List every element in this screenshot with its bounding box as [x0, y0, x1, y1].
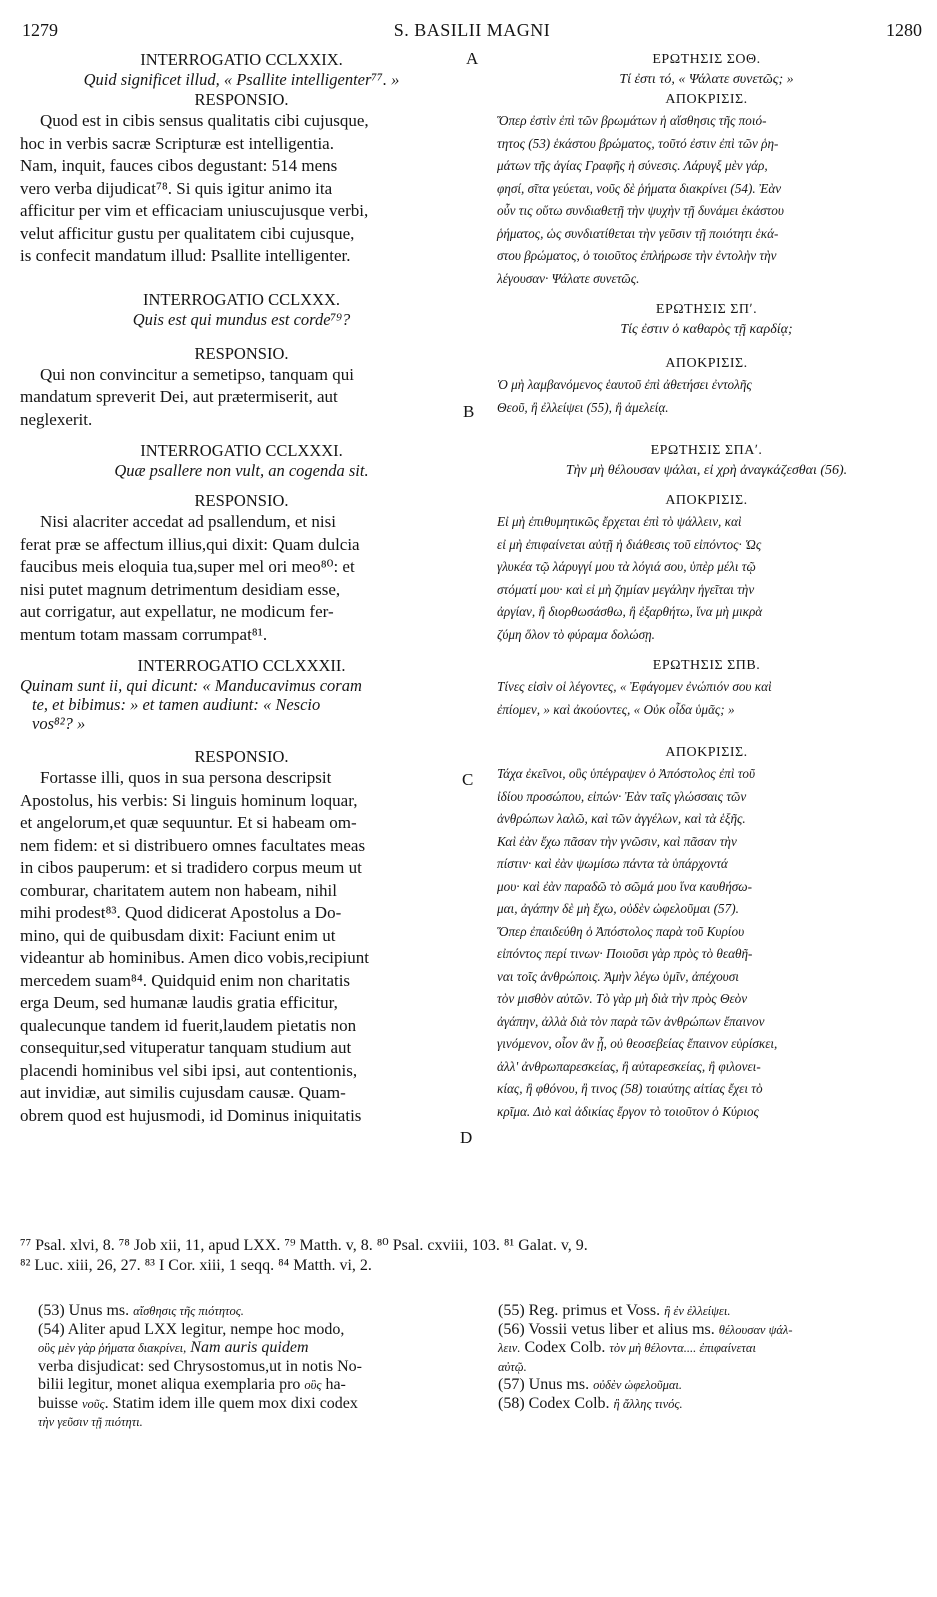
text-line: στου βρώματος, ὁ τοιοῦτος ἐπλήρωσε τὴν ἐντολὴν τὴν — [497, 248, 777, 263]
question-282-title — [20, 676, 463, 733]
footnote-greek: αὐτῷ. — [498, 1359, 527, 1374]
text-line: hoc in verbis sacræ Scripturæ est intelligentia. — [20, 133, 334, 153]
greek-column — [497, 50, 916, 1123]
reference-line: ⁸² Luc. xiii, 26, 27. ⁸³ I Cor. xiii, 1 seqq. ⁸⁴ Matth. vi, 2. — [20, 1257, 372, 1274]
text-line: μου· καὶ ἐὰν παραδῶ τὸ σῶμά μου ἵνα καυθήσω- — [497, 878, 752, 894]
latin-column — [20, 50, 463, 1127]
text-line: erga Deum, sed humanæ laudis gratia efficitur, — [20, 993, 338, 1012]
question-280-heading: INTERROGATIO CCLXXX. — [142, 289, 341, 309]
text-line: εἰπόντος περί τινων· Ποιοῦσι γὰρ πρὸς τὸ θεαθῆ- — [497, 946, 753, 961]
text-line: videantur ab hominibus. Amen dico vobis,recipiunt — [20, 948, 369, 967]
footnote-greek: τὸν μὴ θέλοντα.... ἐπιφαίνεται — [609, 1341, 756, 1355]
footnote-line — [38, 1395, 458, 1414]
text-line: γλυκέα τῷ λάρυγγί μου τὰ λόγιά σου, ὑπὲρ μέλι τῷ — [497, 559, 756, 574]
text-line: Fortasse illi, quos in sua persona descripsit — [40, 768, 332, 787]
text-line: τητος (53) ἑκάστου βρώματος, τοῦτό ἐστιν ἐπὶ τῶν ῥη- — [497, 135, 779, 151]
footnote-text: ha- — [321, 1376, 346, 1393]
text-line: nisi putet magnum detrimentum desidiam esse, — [20, 579, 341, 599]
question-279-title: Quid significet illud, « Psallite intelligenter⁷⁷. » — [83, 70, 400, 89]
footnote-text: (55) Reg. primus et Voss. — [498, 1302, 665, 1319]
footnote-text: Nam auris quidem — [186, 1339, 309, 1356]
text-line: velut afficitur gustu per qualitatem cibi cujusque, — [20, 223, 355, 243]
question-282-greek-text — [497, 763, 916, 1123]
text-line: ζύμη ὅλον τὸ φύραμα δολώσῃ. — [497, 626, 655, 642]
question-282-greek-heading: ΕΡΩΤΗΣΙΣ ΣΠΒ. — [652, 658, 761, 673]
question-280-greek-text — [497, 374, 916, 419]
text-line: Nam, inquit, fauces cibos degustant: 514 mens — [20, 156, 338, 175]
question-281-response-label: RESPONSIO. — [194, 491, 289, 510]
question-281-text — [20, 511, 463, 646]
footnote-greek: οὐδὲν ὠφελοῦμαι. — [593, 1378, 683, 1392]
margin-letter-b: B — [463, 402, 475, 421]
footnote-line — [498, 1321, 918, 1340]
running-title: S. BASILII MAGNI — [393, 20, 551, 40]
question-279-greek-heading: ΕΡΩΤΗΣΙΣ ΣΟΘ. — [652, 52, 761, 67]
left-page-number: 1279 — [22, 20, 58, 40]
text-line: vero verba dijudicat⁷⁸. Si quis igitur animo ita — [20, 178, 333, 198]
text-line: nem fidem: et si distribuero omnes facultates meas — [20, 835, 366, 855]
footnote-greek: νοῦς — [82, 1396, 105, 1411]
footnote-text: (58) Codex Colb. — [498, 1394, 614, 1412]
text-line: qualecunque tandem id fuerit,laudem pietatis non — [20, 1015, 357, 1035]
footnotes-right — [498, 1302, 918, 1413]
reference-line: ⁷⁷ Psal. xlvi, 8. ⁷⁸ Job xii, 11, apud LXX. ⁷⁹ Matth. v, 8. ⁸⁰ Psal. cxviii, 103. ⁸¹ Galat. v, 9. — [20, 1237, 588, 1254]
text-line: ἀνθρώπων λαλῶ, καὶ τῶν ἀγγέλων, καὶ τὰ ἑξῆς. — [497, 811, 746, 826]
footnotes-left — [38, 1302, 458, 1432]
question-279-greek-text — [497, 110, 916, 290]
text-line: κρῖμα. Διὸ καὶ ἀδικίας ἔργον τὸ τοιοῦτον ὁ Κύριος — [497, 1103, 759, 1119]
footnote-text: buisse — [38, 1394, 82, 1412]
question-280-greek-heading: ΕΡΩΤΗΣΙΣ ΣΠʹ. — [655, 302, 758, 317]
text-line: is confecit mandatum illud: Psallite intelligenter. — [20, 246, 351, 265]
text-line: κίας, ἢ φθόνου, ἢ τινος (58) τοιαύτης αἰτίας ἔχει τὸ — [497, 1081, 763, 1096]
question-279-greek-title: Τί ἐστι τό, « Ψάλατε συνετῶς; » — [619, 72, 794, 87]
text-line: μάτων τῆς ἁγίας Γραφῆς ἡ σύνεσις. Λάρυγξ μὲν γάρ, — [497, 158, 768, 173]
footnote-text: Codex Colb. — [520, 1339, 610, 1356]
footnote-greek: ἢ ἐν ἐλλείψει. — [664, 1304, 731, 1318]
text-line: ῥήματος, ὡς συνδιατίθεται τὴν γεῦσιν τῇ ποιότητι ἑκά- — [497, 225, 779, 241]
footnote-text: (54) Aliter apud LXX legitur, nempe hoc modo, — [38, 1320, 345, 1338]
question-282-greek-title — [497, 676, 916, 721]
footnote-line — [498, 1395, 918, 1414]
footnote-line — [498, 1302, 918, 1321]
text-line: ἰδίου προσώπου, εἰπών· Ἐὰν ταῖς γλώσσαις τῶν — [497, 788, 747, 804]
text-line: Qui non convincitur a semetipso, tanquam qui — [40, 364, 354, 384]
text-line: mandatum spreverit Dei, aut prætermiserit, aut — [20, 387, 338, 406]
text-line: aut corrigatur, aut expellatur, ne modicum fer- — [20, 602, 334, 621]
footnote-greek: λειν. — [498, 1341, 521, 1355]
question-282-heading: INTERROGATIO CCLXXXII. — [137, 656, 346, 675]
question-280-response-label: RESPONSIO. — [194, 343, 289, 363]
text-line: τὸν μισθὸν αὐτῶν. Τὸ γὰρ μὴ διὰ τὴν πρὸς Θεὸν — [497, 991, 748, 1006]
text-line: ἀγάπην, ἀλλὰ διὰ τὸν παρὰ τῶν ἀνθρώπων ἔπαινον — [497, 1013, 765, 1029]
text-line: Quinam sunt ii, qui dicunt: « Manducavimus coram — [20, 676, 362, 695]
question-280-title: Quis est qui mundus est corde⁷⁹? — [132, 309, 351, 329]
text-line: φησί, σῖτα γεύεται, νοῦς δὲ ῥήματα διακρίνει (54). Ἐὰν — [497, 180, 782, 196]
text-line: te, et bibimus: » et tamen audiunt: « Nescio — [32, 695, 321, 714]
question-280-greek-title: Τίς ἐστιν ὁ καθαρὸς τῇ καρδίᾳ; — [620, 322, 793, 337]
text-line: στόματί μου· καὶ εἰ μὴ ζημίαν μεγάλην ἡγεῖται τὴν — [497, 581, 755, 597]
text-line: mihi prodest⁸³. Quod didicerat Apostolus a Do- — [20, 903, 342, 922]
text-line: ἀργίαν, ἢ διορθωσάσθω, ἢ ἐξαρθήτω, ἵνα μὴ μικρὰ — [497, 604, 763, 619]
footnote-line — [498, 1339, 918, 1358]
question-282-response-label: RESPONSIO. — [194, 747, 289, 766]
text-line: Καὶ ἐὰν ἔχω πᾶσαν τὴν γνῶσιν, καὶ πᾶσαν τὴν — [497, 833, 737, 849]
text-line: Apostolus, his verbis: Si linguis hominum loquar, — [20, 790, 358, 810]
text-line: Τίνες εἰσὶν οἱ λέγοντες, « Ἐφάγομεν ἐνώπιόν σου καὶ — [497, 679, 772, 694]
footnote-line — [498, 1358, 918, 1377]
text-line: Quod est in cibis sensus qualitatis cibi cujusque, — [40, 111, 369, 130]
text-line: Ὁ μὴ λαμβανόμενος ἑαυτοῦ ἐπὶ ἀθετήσει ἐντολῆς — [497, 377, 752, 392]
running-header — [22, 20, 922, 44]
question-282-greek-response-label: ΑΠΟΚΡΙΣΙΣ. — [665, 745, 748, 760]
question-281-greek-response-label: ΑΠΟΚΡΙΣΙΣ. — [665, 493, 748, 508]
question-279-greek-response-label: ΑΠΟΚΡΙΣΙΣ. — [665, 92, 748, 107]
question-281-heading: INTERROGATIO CCLXXXI. — [140, 441, 343, 460]
footnote-greek: θέλουσαν ψάλ- — [718, 1322, 793, 1337]
text-line: λέγουσαν· Ψάλατε συνετῶς. — [497, 270, 640, 286]
text-line: ferat præ se affectum illius,qui dixit: Quam dulcia — [20, 534, 360, 554]
question-279-heading: INTERROGATIO CCLXXIX. — [140, 50, 343, 69]
footnote-line — [38, 1413, 458, 1432]
footnote-text: (56) Vossii vetus liber et alius ms. — [498, 1320, 719, 1338]
text-line: μαι, ἀγάπην δὲ μὴ ἔχω, οὐδὲν ὠφελοῦμαι (57). — [497, 901, 739, 916]
text-line: εἰ μὴ ἐπιφαίνεται αὐτῇ ἡ διάθεσις τοῦ εἰπόντος· Ὡς — [497, 536, 762, 552]
text-line: et angelorum,et quæ sequuntur. Et si habeam om- — [20, 813, 357, 832]
text-line: vos⁸²? » — [32, 714, 86, 733]
footnote-greek: οὓς μὲν γὰρ ῥήματα διακρίνει, — [38, 1341, 187, 1355]
text-line: Ὅπερ ἐστὶν ἐπὶ τῶν βρωμάτων ἡ αἴσθησις τῆς ποιό- — [497, 113, 767, 128]
text-line: mentum totam massam corrumpat⁸¹. — [20, 624, 268, 644]
text-line: ναι τοῖς ἀνθρώποις. Ἀμὴν λέγω ὑμῖν, ἀπέχουσι — [497, 968, 739, 984]
question-282-text — [20, 767, 463, 1127]
footnote-line — [38, 1376, 458, 1395]
text-line: Εἰ μὴ ἐπιθυμητικῶς ἔρχεται ἐπὶ τὸ ψάλλειν, καὶ — [497, 514, 742, 529]
footnote-text: bilii legitur, monet aliqua exemplaria pro — [38, 1376, 305, 1393]
footnote-text: (57) Unus ms. — [498, 1376, 594, 1393]
margin-letter-c: C — [462, 770, 474, 789]
text-line: comburar, charitatem autem non habeam, nihil — [20, 880, 338, 900]
footnote-line — [38, 1302, 458, 1321]
question-281-greek-text — [497, 511, 916, 646]
scripture-references — [20, 1236, 920, 1276]
footnote-text: . Statim idem ille quem mox dixi codex — [104, 1394, 358, 1412]
text-line: mino, qui de quibusdam dixit: Faciunt enim ut — [20, 925, 336, 945]
text-line: placendi hominibus vel sibi ipsi, aut contentionis, — [20, 1060, 358, 1080]
footnote-greek: οὓς — [304, 1378, 322, 1392]
question-280-text — [20, 364, 463, 432]
right-page-number: 1280 — [886, 20, 922, 40]
question-279-text — [20, 110, 463, 268]
text-line: aut invidiæ, aut similis cujusdam causæ. Quam- — [20, 1083, 346, 1102]
text-line: Τάχα ἐκεῖνοι, οὓς ὑπέγραψεν ὁ Ἀπόστολος ἐπὶ τοῦ — [497, 766, 756, 781]
question-281-greek-title: Τὴν μὴ θέλουσαν ψάλαι, εἰ χρὴ ἀναγκάζεσθαι (56). — [565, 463, 848, 478]
footnote-line — [38, 1358, 458, 1377]
question-281-greek-heading: ΕΡΩΤΗΣΙΣ ΣΠΑʹ. — [650, 443, 763, 458]
text-line: consequitur,sed vituperatur tanquam studium aut — [20, 1038, 352, 1057]
text-line: ἐπίομεν, » καὶ ἀκούοντες, « Οὐκ οἶδα ὑμᾶς; » — [497, 701, 735, 717]
margin-letter-a: A — [466, 49, 479, 68]
text-line: faucibus meis eloquia tua,super mel ori meo⁸⁰: et — [20, 557, 355, 576]
margin-letter-d: D — [460, 1128, 473, 1147]
text-line: Θεοῦ, ἢ ἐλλείψει (55), ἢ ἀμελείᾳ. — [497, 399, 669, 415]
question-279-response-label: RESPONSIO. — [194, 90, 289, 109]
footnote-greek: αἴσθησις τῆς πιότητος. — [133, 1304, 244, 1318]
question-280-greek-response-label: ΑΠΟΚΡΙΣΙΣ. — [665, 356, 748, 371]
footnote-line — [38, 1321, 458, 1340]
text-line: neglexerit. — [20, 409, 93, 429]
footnote-greek: τὴν γεῦσιν τῇ πιότητι. — [38, 1415, 143, 1429]
text-line: οὖν τις οὕτω συνδιαθετῇ τὴν ψυχὴν τῇ δυνάμει ἑκάστου — [497, 203, 784, 218]
text-line: Nisi alacriter accedat ad psallendum, et nisi — [40, 512, 336, 531]
text-line: ἀλλ' ἀνθρωπαρεσκείας, ἢ αὐταρεσκείας, ἢ φιλονει- — [497, 1058, 761, 1074]
text-line: πίστιν· καὶ ἐὰν ψωμίσω πάντα τὰ ὑπάρχοντά — [497, 856, 728, 871]
question-281-title: Quæ psallere non vult, an cogenda sit. — [114, 461, 369, 480]
text-line: Ὅπερ ἐπαιδεύθη ὁ Ἀπόστολος παρὰ τοῦ Κυρίου — [497, 923, 745, 939]
text-line: obrem quod est hujusmodi, id Dominus iniquitatis — [20, 1105, 362, 1125]
text-line: mercedem suam⁸⁴. Quidquid enim non charitatis — [20, 970, 351, 990]
footnote-text: (53) Unus ms. — [38, 1302, 134, 1319]
footnote-line — [498, 1376, 918, 1395]
footnote-greek: ἢ ἄλλης τινός. — [613, 1396, 683, 1411]
text-line: γινόμενον, οἷον ἂν ᾖ, οὐ θεοσεβείας ἔπαινον εὑρίσκει, — [497, 1036, 778, 1051]
text-line: in cibos pauperum: et si tradidero corpus meum ut — [20, 858, 362, 877]
text-line: afficitur per vim et efficaciam uniuscujusque verbi, — [20, 201, 369, 220]
footnote-text: verba disjudicat: sed Chrysostomus,ut in notis No- — [38, 1357, 362, 1375]
footnote-line — [38, 1339, 458, 1358]
